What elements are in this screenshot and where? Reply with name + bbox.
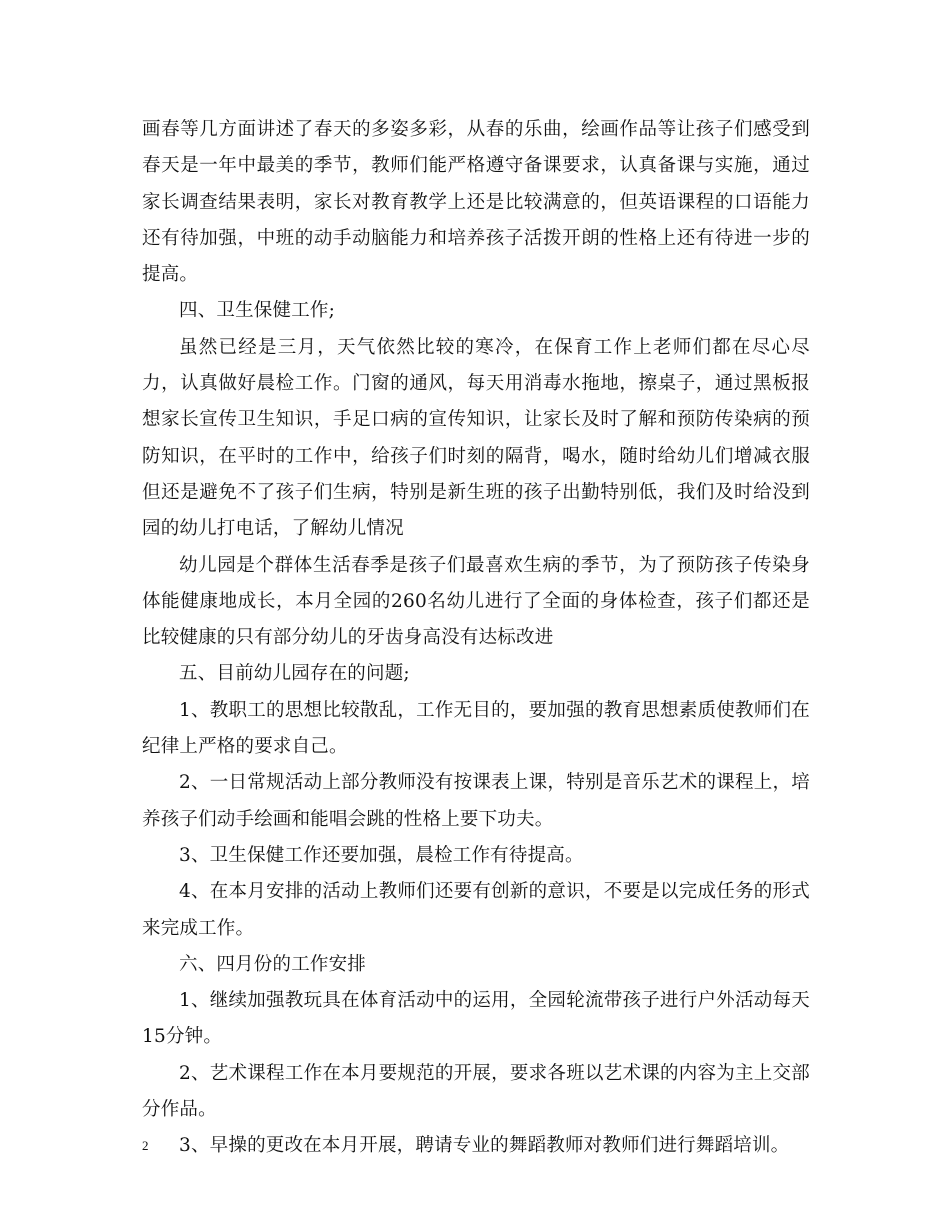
heading-current-problems: 五、目前幼儿园存在的问题;	[179, 663, 410, 685]
heading-health-care-work: 四、卫生保健工作;	[179, 300, 336, 322]
plan-item-1: 1、继续加强教玩具在体育活动中的运用，全园轮流带孩子进行户外活动每天15分钟。	[142, 990, 810, 1048]
page-number: 2	[142, 1138, 149, 1153]
problem-item-2: 2、一日常规活动上部分教师没有按课表上课，特别是音乐艺术的课程上，培养孩子们动手绘画和能唱会跳的性格上要下功夫。	[142, 772, 810, 830]
plan-item-3: 3、早操的更改在本月开展，聘请专业的舞蹈教师对教师们进行舞蹈培训。	[179, 1135, 790, 1157]
paragraph-continued-spring-report: 画春等几方面讲述了春天的多姿多彩，从春的乐曲，绘画作品等让孩子们感受到春天是一年中最美的季节，教师们能严格遵守备课要求，认真备课与实施，通过家长调查结果表明，家长对教育教学上还是比较满意的，但英语课程的口语能力还有待加强，中班的动手动脑能力和培养孩子活拨开朗的性格上还有待进一步的提高。	[142, 119, 810, 286]
problem-item-1: 1、教职工的思想比较散乱，工作无目的，要加强的教育思想素质使教师们在纪律上严格的要求自己。	[142, 699, 810, 758]
problem-item-3: 3、卫生保健工作还要加强，晨检工作有待提高。	[179, 844, 584, 866]
problem-item-4: 4、在本月安排的活动上教师们还要有创新的意识，不要是以完成任务的形式来完成工作。	[142, 881, 810, 939]
document-body	[142, 112, 810, 1165]
paragraph-health-care-details: 虽然已经是三月，天气依然比较的寒冷，在保育工作上老师们都在尽心尽力，认真做好晨检工作。门窗的通风，每天用消毒水拖地，擦桌子，通过黑板报想家长宣传卫生知识，手足口病的宣传知识，让家长及时了解和预防传染病的预防知识，在平时的工作中，给孩子们时刻的隔背，喝水，随时给幼儿们增减衣服但还是避免不了孩子们生病，特别是新生班的孩子出勤特别低，我们及时给没到园的幼儿打电话，了解幼儿情况	[142, 336, 810, 540]
plan-item-2: 2、艺术课程工作在本月要规范的开展，要求各班以艺术课的内容为主上交部分作品。	[142, 1062, 810, 1121]
paragraph-physical-examination: 幼儿园是个群体生活春季是孩子们最喜欢生病的季节，为了预防孩子传染身体能健康地成长，本月全园的260名幼儿进行了全面的身体检查，孩子们都还是比较健康的只有部分幼儿的牙齿身高没有达标改进	[142, 554, 810, 649]
heading-april-work-plan: 六、四月份的工作安排	[179, 953, 367, 975]
